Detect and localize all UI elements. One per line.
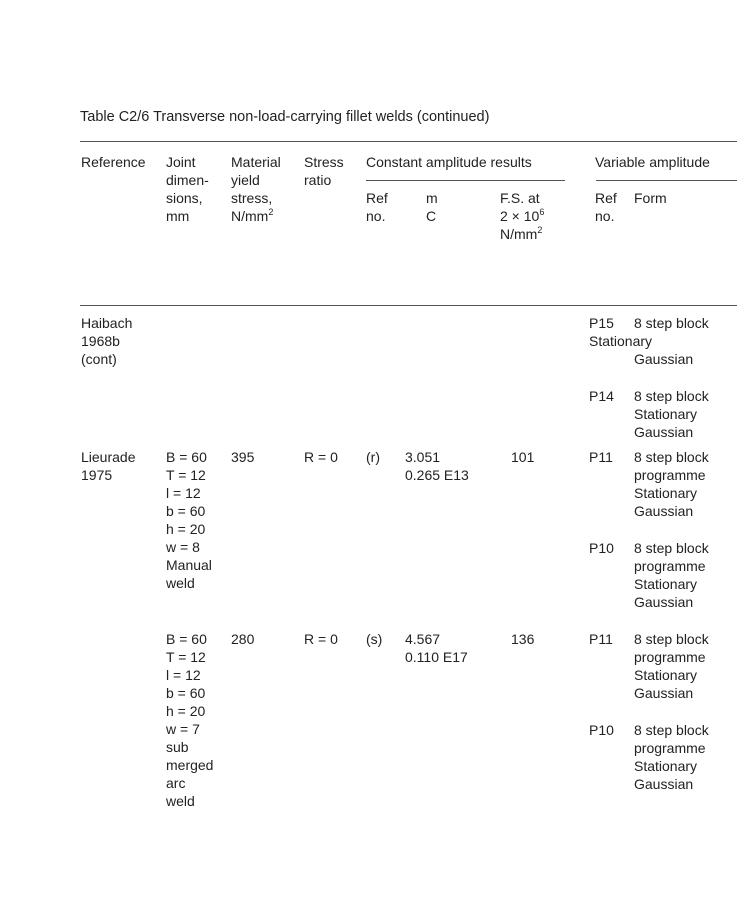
header-ca-fs-line2: $2 \times 10^6$	[500, 207, 545, 224]
lieurade-2-va1-form: 8 step block programme Stationary Gaussian	[634, 631, 709, 701]
header-ca-fs-line1: F.S. at	[500, 190, 540, 206]
lieurade-1-stress-ratio: R = 0	[304, 449, 338, 465]
header-ca-ref-no: Ref no.	[366, 190, 388, 224]
lieurade-2-va1-ref: P11	[589, 631, 613, 647]
lieurade-1-yield: 395	[231, 449, 255, 465]
lieurade-1-ca-ref: (r)	[366, 449, 380, 465]
lieurade-1-va2-form: 8 step block programme Stationary Gaussian	[634, 540, 709, 610]
lieurade-2-va2-ref: P10	[589, 722, 614, 738]
lieurade-2-ca-ref: (s)	[366, 631, 383, 647]
header-joint-dimensions: Joint dimen- sions, mm	[166, 154, 209, 224]
haibach-p14-form: 8 step block Stationary Gaussian	[634, 388, 709, 440]
lieurade-2-m-c: 4.567 0.110 E17	[405, 631, 468, 665]
lieurade-2-fs: 136	[511, 631, 535, 647]
header-ca-fs-line3: $N/mm^2$	[500, 225, 543, 242]
lieurade-1-fs: 101	[511, 449, 535, 465]
header-va-ref-no: Ref no.	[595, 190, 617, 224]
header-variable-amplitude: Variable amplitude	[595, 154, 710, 170]
header-reference: Reference	[81, 154, 146, 170]
header-ca-m-c: m C	[426, 190, 438, 224]
header-va-form: Form	[634, 190, 667, 206]
lieurade-1-joint: B = 60 T = 12 l = 12 b = 60 h = 20 w = 8 Manual weld	[166, 449, 212, 591]
constant-amplitude-rule	[366, 180, 565, 181]
lieurade-1-va1-ref: P11	[589, 449, 613, 465]
haibach-p14-ref: P14	[589, 388, 614, 404]
lieurade-1-m-c: 3.051 0.265 E13	[405, 449, 469, 483]
lieurade-reference: Lieurade 1975	[81, 449, 136, 483]
header-constant-amplitude: Constant amplitude results	[366, 154, 532, 170]
table-caption: Table C2/6 Transverse non-load-carrying fillet welds (continued)	[80, 109, 490, 125]
variable-amplitude-rule	[596, 180, 737, 181]
haibach-p15-form-line2: Stationary	[589, 333, 653, 349]
lieurade-2-va2-form: 8 step block programme Stationary Gaussian	[634, 722, 709, 792]
lieurade-1-va1-form: 8 step block programme Stationary Gaussian	[634, 449, 709, 519]
haibach-p15-form-line3: Gaussian	[634, 351, 694, 367]
lieurade-2-yield: 280	[231, 631, 255, 647]
header-stress-ratio: Stress ratio	[304, 154, 344, 188]
haibach-reference: Haibach 1968b (cont)	[81, 315, 133, 367]
header-bottom-rule	[80, 305, 737, 306]
haibach-p15-ref: P15	[589, 315, 614, 331]
haibach-p15-form-line1: 8 step block	[634, 315, 709, 331]
table-top-rule	[80, 141, 737, 142]
lieurade-1-va2-ref: P10	[589, 540, 614, 556]
lieurade-2-joint: B = 60 T = 12 l = 12 b = 60 h = 20 w = 7 sub merged arc weld	[166, 631, 214, 809]
header-material-yield-stress: Material yield stress, $N/mm^2$	[231, 154, 281, 224]
lieurade-2-stress-ratio: R = 0	[304, 631, 338, 647]
